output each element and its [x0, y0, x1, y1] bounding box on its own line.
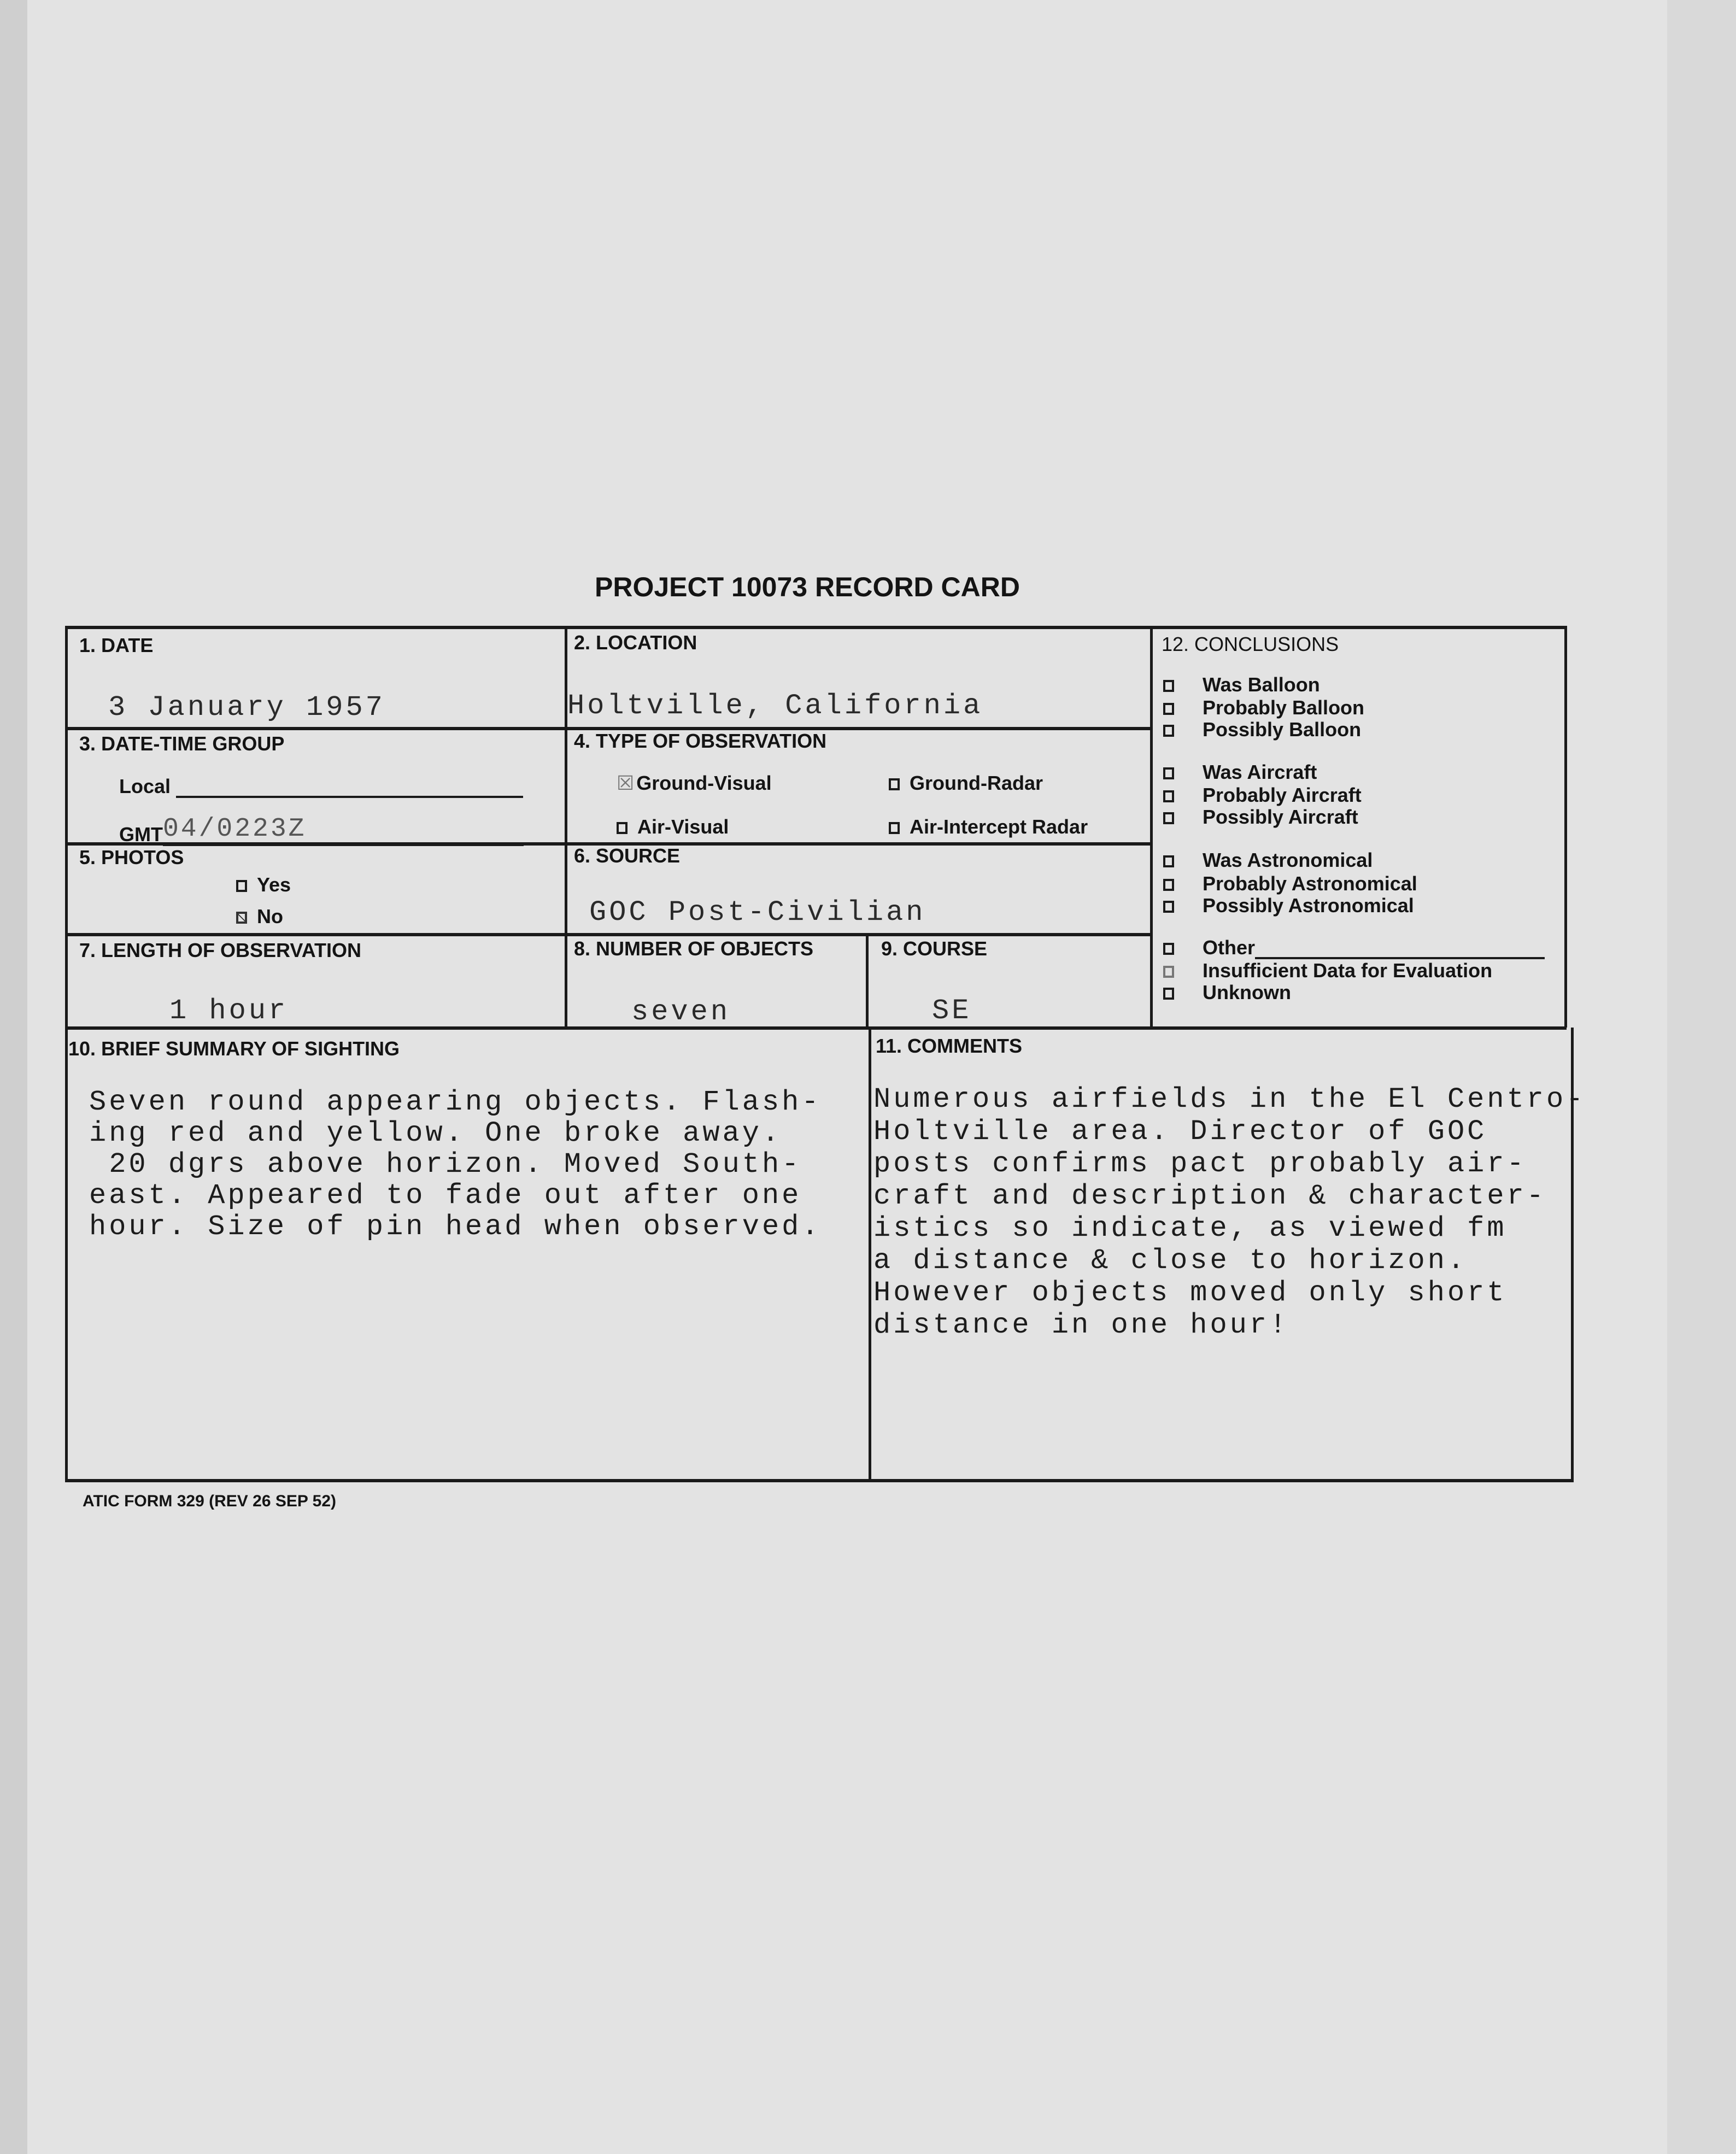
date-label: 1. DATE: [79, 634, 154, 656]
checkbox-icon: [1163, 812, 1174, 824]
checkbox-icon: [1163, 988, 1174, 1000]
photos-no[interactable]: [236, 905, 283, 928]
checkbox-icon: [1163, 767, 1174, 779]
checked-box-icon: [236, 912, 247, 924]
summary-text: Seven round appearing objects. Flash- ing red and yellow. One broke away. 20 dgrs above horizon. Moved South- east. Appeared to fade out after one hour. Size of pin head when observed.: [89, 1086, 822, 1243]
checkbox-icon: [1163, 943, 1174, 955]
location-value: Holtville, California: [567, 690, 983, 722]
conclusion-probably-balloon[interactable]: [1163, 696, 1364, 719]
comments-text: Numerous airfields in the El Centro- Holtville area. Director of GOC posts confirms pact probably air- craft and description & character- istics so indicate, as viewed fm a distance & close to horizon. However objects moved only short distance in one hour!: [873, 1083, 1586, 1341]
type-air-intercept-radar[interactable]: [889, 815, 1088, 838]
conclusion-probably-aircraft[interactable]: [1163, 784, 1362, 807]
scan-edge: [1667, 0, 1736, 2154]
comments-label: 11. COMMENTS: [876, 1035, 1023, 1057]
option-label: Ground-Radar: [910, 772, 1043, 794]
number-value: seven: [631, 996, 731, 1028]
conclusion-label: Insufficient Data for Evaluation: [1203, 959, 1493, 982]
conclusion-insufficient-data[interactable]: [1163, 959, 1492, 982]
conclusion-label: Possibly Aircraft: [1203, 806, 1358, 828]
conclusion-label: Was Aircraft: [1203, 761, 1317, 783]
checkbox-icon: [236, 880, 247, 892]
conclusion-label: Probably Aircraft: [1203, 784, 1362, 806]
course-label: 9. COURSE: [881, 937, 988, 960]
location-label: 2. LOCATION: [574, 631, 697, 654]
conclusion-label: Possibly Balloon: [1203, 718, 1362, 741]
scan-edge: [0, 0, 27, 2154]
photos-label: 5. PHOTOS: [79, 846, 184, 868]
source-label: 6. SOURCE: [574, 844, 681, 867]
conclusion-other[interactable]: [1163, 936, 1545, 959]
checkbox-icon: [617, 822, 627, 834]
conclusion-label: Possibly Astronomical: [1203, 894, 1414, 917]
x-mark-icon: ☒: [617, 772, 635, 794]
dtg-label: 3. DATE-TIME GROUP: [79, 732, 285, 755]
checkbox-icon: [1163, 680, 1174, 692]
checkbox-icon: [1163, 879, 1174, 891]
date-value: 3 January 1957: [108, 691, 385, 724]
conclusion-possibly-astronomical[interactable]: [1163, 894, 1414, 917]
option-label: Air-Intercept Radar: [910, 815, 1088, 838]
photos-yes[interactable]: [236, 873, 291, 896]
summary-label: 10. BRIEF SUMMARY OF SIGHTING: [68, 1037, 400, 1060]
conclusion-label: Was Astronomical: [1203, 849, 1373, 871]
checkbox-icon: [889, 822, 900, 834]
conclusion-label: Unknown: [1203, 981, 1291, 1003]
conclusion-label: Probably Balloon: [1203, 696, 1365, 719]
conclusion-was-astronomical[interactable]: [1163, 849, 1373, 872]
conclusion-possibly-aircraft[interactable]: [1163, 806, 1358, 829]
local-label: [119, 775, 523, 798]
length-value: 1 hour: [169, 995, 289, 1027]
conclusion-label: Probably Astronomical: [1203, 872, 1417, 895]
type-ground-visual[interactable]: [617, 772, 772, 795]
checkbox-icon: [1163, 790, 1174, 802]
checkbox-icon: [1163, 855, 1174, 867]
no-label: No: [257, 905, 283, 928]
type-air-visual[interactable]: [617, 815, 729, 838]
type-label: 4. TYPE OF OBSERVATION: [574, 730, 827, 752]
conclusion-was-aircraft[interactable]: [1163, 761, 1317, 784]
option-label: Ground-Visual: [636, 772, 772, 794]
conclusion-was-balloon[interactable]: [1163, 673, 1320, 696]
gmt-value[interactable]: 04/0223Z: [163, 814, 524, 846]
conclusions-label: 12. CONCLUSIONS: [1162, 633, 1339, 655]
length-label: 7. LENGTH OF OBSERVATION: [79, 939, 362, 961]
conclusion-unknown[interactable]: [1163, 981, 1291, 1004]
gmt-label: GMT: [119, 823, 163, 846]
source-value: GOC Post-Civilian: [589, 896, 926, 929]
checkbox-icon: [1163, 901, 1174, 913]
gmt-row: [119, 814, 524, 846]
checkbox-icon: [1163, 703, 1174, 715]
course-value: SE: [932, 995, 972, 1027]
checkbox-icon: [1163, 725, 1174, 737]
conclusion-probably-astronomical[interactable]: [1163, 872, 1417, 895]
yes-label: Yes: [257, 873, 291, 896]
checkbox-icon: [889, 778, 900, 790]
conclusion-label: Other: [1203, 936, 1256, 959]
x-mark-icon: [1163, 966, 1174, 978]
conclusion-possibly-balloon[interactable]: [1163, 718, 1361, 741]
number-label: 8. NUMBER OF OBJECTS: [574, 937, 814, 960]
local-label-text: Local: [119, 775, 171, 797]
option-label: Air-Visual: [637, 815, 729, 838]
conclusion-label: Was Balloon: [1203, 673, 1320, 696]
local-field[interactable]: [176, 796, 523, 798]
type-ground-radar[interactable]: [889, 772, 1043, 795]
form-footer: ATIC FORM 329 (REV 26 SEP 52): [83, 1492, 337, 1510]
card-title: PROJECT 10073 RECORD CARD: [595, 572, 1020, 602]
